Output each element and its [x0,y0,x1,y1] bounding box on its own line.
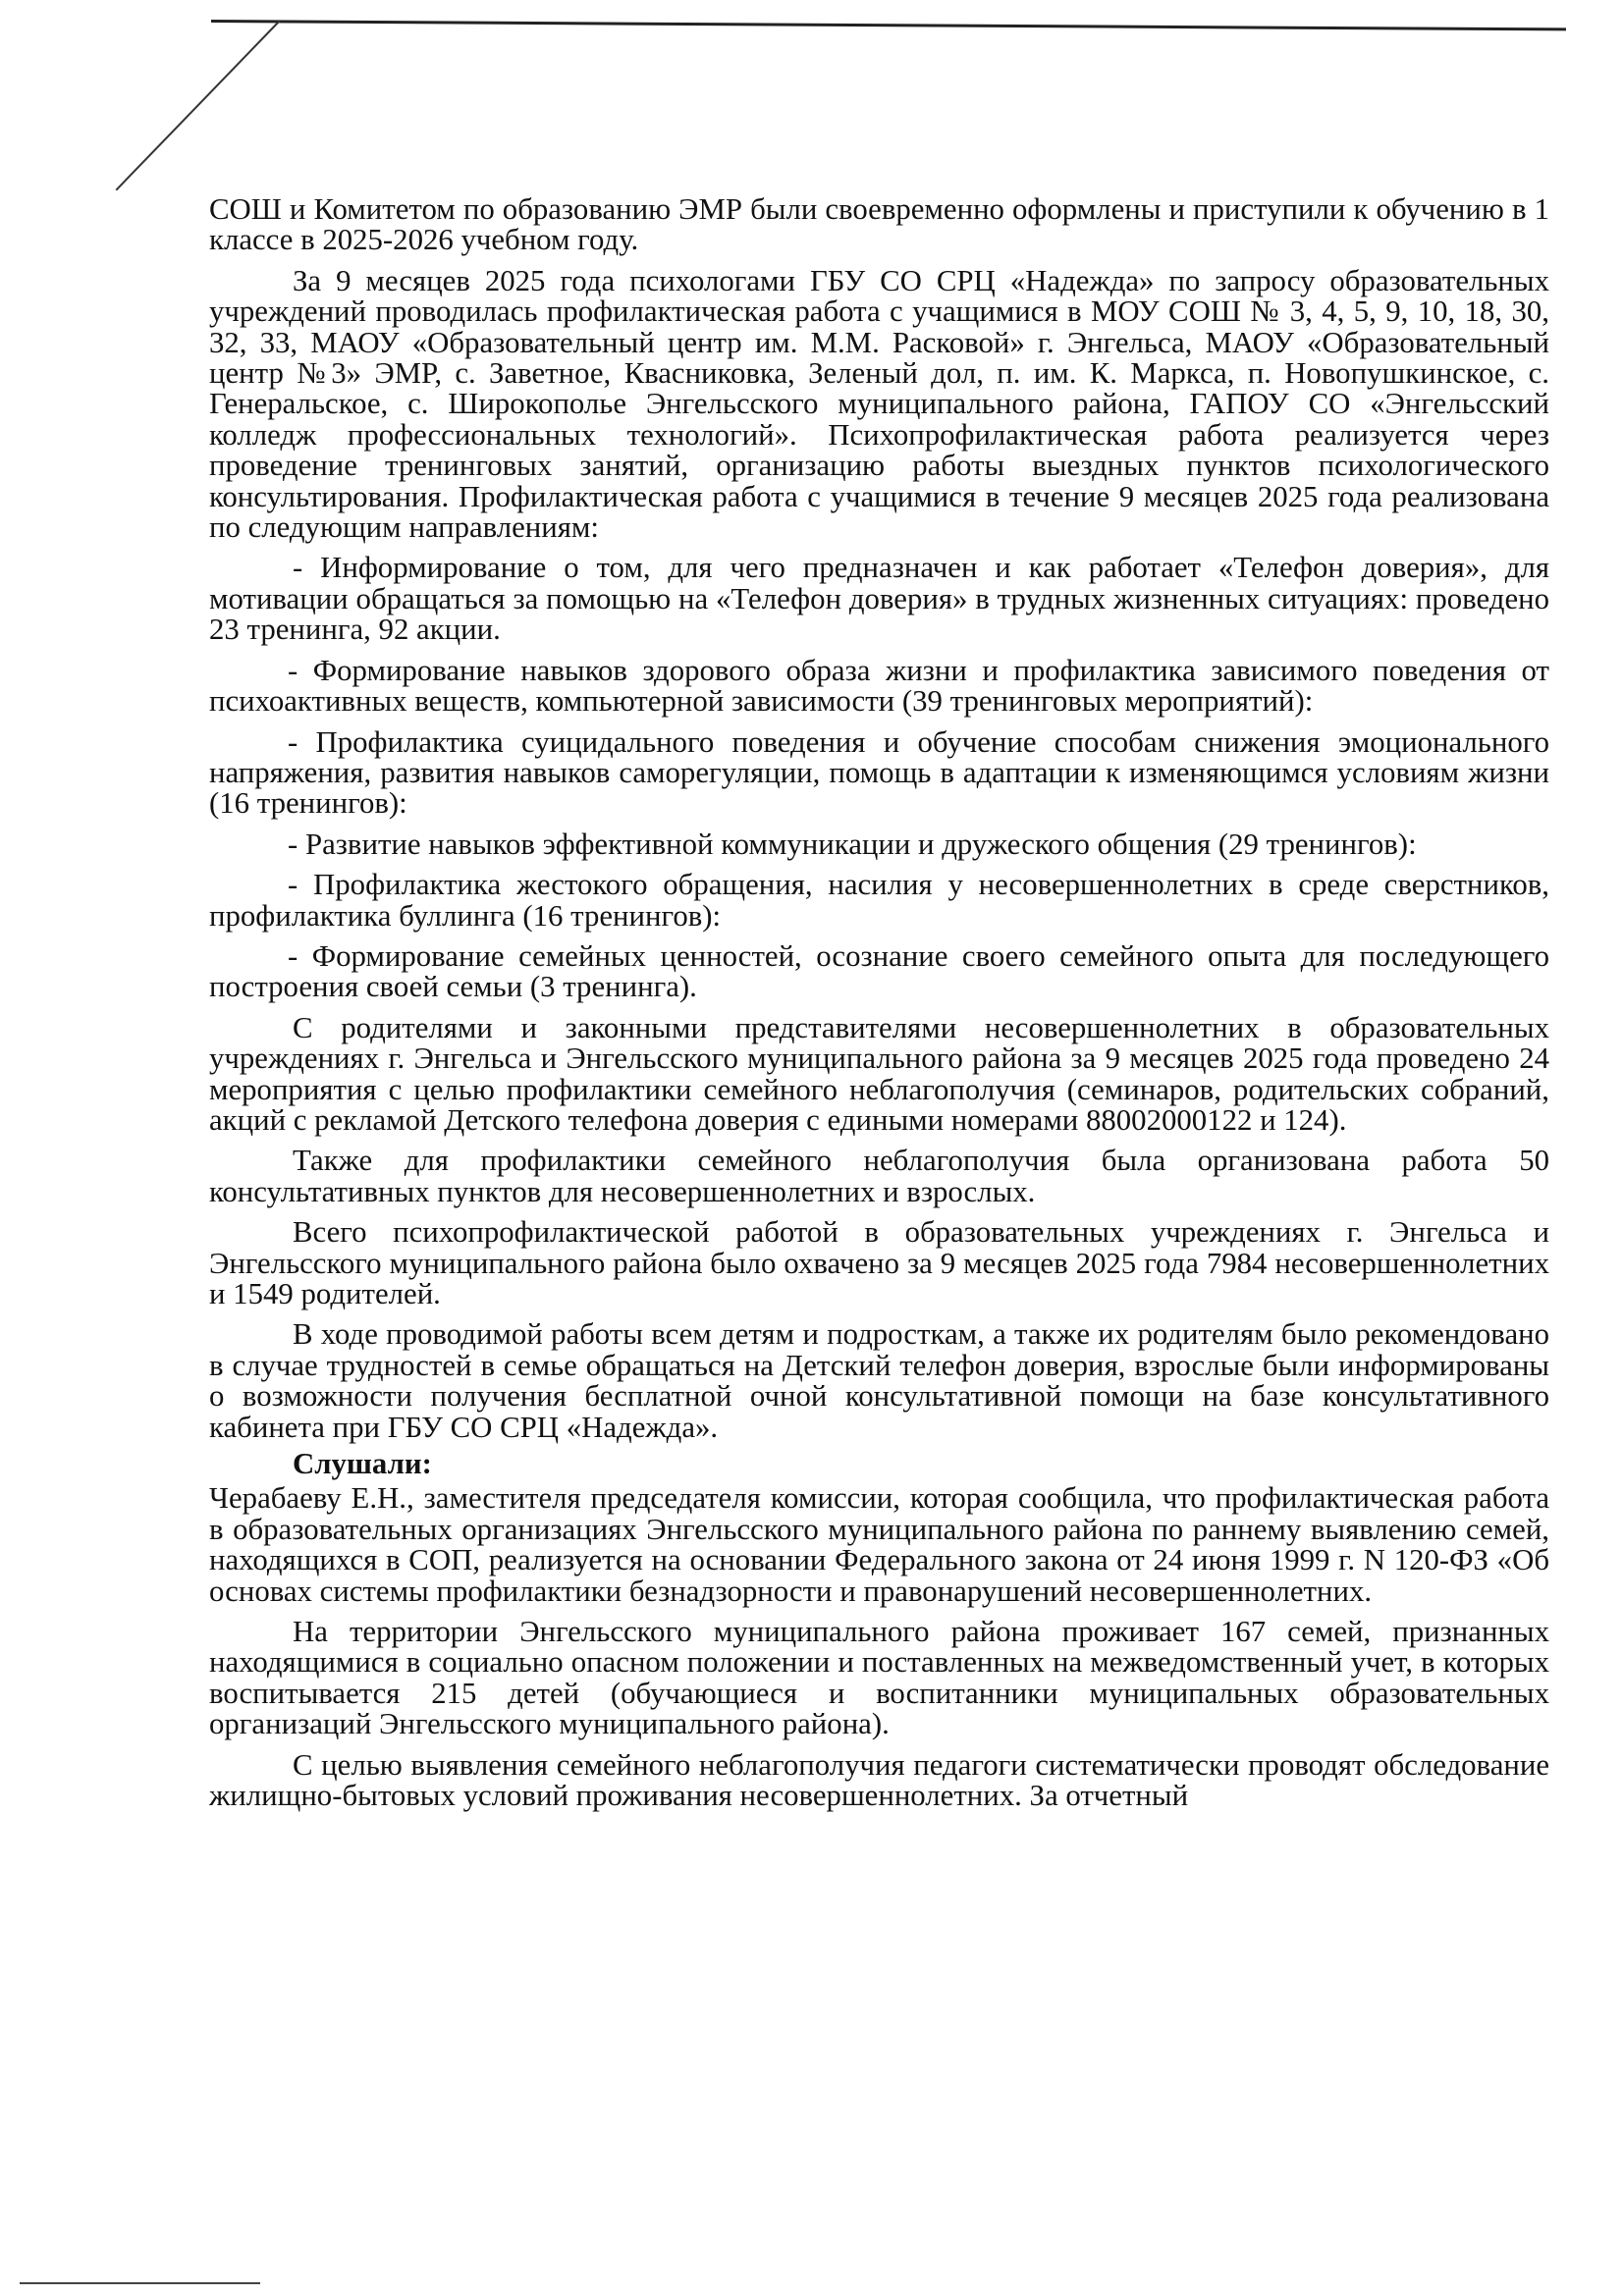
list-item-communication: - Развитие навыков эффективной коммуникации и дружеского общения (29 тренингов): [288,827,1417,861]
paragraph-inspection: С целью выявления семейного неблагополучия педагоги систематически проводят обследование жилищно-бытовых условий проживания несовершеннолетних. За отчетный [209,1747,1549,1813]
paragraph-speaker: Черабаеву Е.Н., заместителя председателя комиссии, которая сообщила, что профилактическая работа в образовательных организациях Энгельсского муниципального района по раннему выявлению семей, находящихся в СОП, реализуется на основании Федерального закона от 24 июня 1999 г. N 120-ФЗ «Об основах системы профилактики безнадзорности и правонарушений несовершеннолетних. [209,1481,1549,1608]
list-item-bullying: - Профилактика жестокого обращения, насилия у несовершеннолетних в среде сверстников, профилактика буллинга (16 тренингов): [209,868,1549,933]
paragraph-coverage: Всего психопрофилактической работой в образовательных учреждениях г. Энгельса и Энгельсского муниципального района было охвачено за 9 месяцев 2025 года 7984 несовершеннолетних и 1549 родителей. [209,1215,1549,1310]
scan-corner-line [116,20,281,190]
paragraph-continuation: СОШ и Комитетом по образованию ЭМР были своевременно оформлены и приступили к обучению в 1 классе в 2025-2026 учебном году. [209,192,1549,257]
list-item-helpline: - Информирование о том, для чего предназначен и как работает «Телефон доверия», для мотивации обращаться за помощью на «Телефон доверия» в трудных жизненных ситуациях: проведено 23 тренинга, 92 акции. [209,551,1549,647]
list-item-family-values: - Формирование семейных ценностей, осознание своего семейного опыта для последующего построения своей семьи (3 тренинга). [209,938,1549,1004]
paragraph-consult-points: Также для профилактики семейного неблагополучия была организована работа 50 консультативных пунктов для несовершеннолетних и взрослых. [209,1144,1549,1208]
paragraph-families-count: На территории Энгельсского муниципального района проживает 167 семей, признанных находящимися в социально опасном положении и поставленных на межведомственный учет, в которых воспитывается 215 детей (обучающиеся и воспитанники муниципальных образовательных организаций Энгельсского муниципального района). [209,1615,1549,1741]
paragraph-recommendations: В ходе проводимой работы всем детям и подросткам, а также их родителям было рекомендовано в случае трудностей в семье обращаться на Детский телефон доверия, взрослые были информированы о возможности получения бесплатной очной консультативной помощи на базе консультативного кабинета при ГБУ СО СРЦ «Надежда». [209,1317,1549,1444]
paragraph-parents: С родителями и законными представителями несовершеннолетних в образовательных учреждениях г. Энгельса и Энгельсского муниципального района за 9 месяцев 2025 года проведено 24 мероприятия с целью профилактики семейного неблагополучия (семинаров, родительских собраний, акций с рекламой Детского телефона доверия с едиными номерами 88002000122 и 124). [209,1010,1549,1137]
document-body [209,194,1549,1812]
paragraph-psychologists-work: За 9 месяцев 2025 года психологами ГБУ СО СРЦ «Надежда» по запросу образовательных учреждений проводилась профилактическая работа с учащимися в МОУ СОШ № 3, 4, 5, 9, 10, 18, 30, 32, 33, МАОУ «Образовательный центр им. М.М. Расковой» г. Энгельса, МАОУ «Образовательный центр №3» ЭМР, с. Заветное, Квасниковка, Зеленый дол, п. им. К. Маркса, п. Новопушкинское, с. Генеральское, с. Широкополье Энгельсского муниципального района, ГАПОУ СО «Энгельсский колледж профессиональных технологий». Психопрофилактическая работа реализуется через проведение тренинговых занятий, организацию работы выездных пунктов психологического консультирования. Профилактическая работа с учащимися в течение 9 месяцев 2025 года реализована по следующим направлениям: [209,263,1549,545]
list-item-suicide-prevention: - Профилактика суицидального поведения и обучение способам снижения эмоционального напряжения, развития навыков саморегуляции, помощь в адаптации к изменяющимся условиям жизни (16 тренингов): [209,724,1549,821]
footnote-rule [20,2282,260,2284]
list-item-healthy-lifestyle: - Формирование навыков здорового образа жизни и профилактика зависимого поведения от психоактивных веществ, компьютерной зависимости (39 тренинговых мероприятий): [209,653,1549,719]
scan-edge-line-top [211,20,1566,30]
section-heading-heard: Слушали: [293,1447,432,1481]
